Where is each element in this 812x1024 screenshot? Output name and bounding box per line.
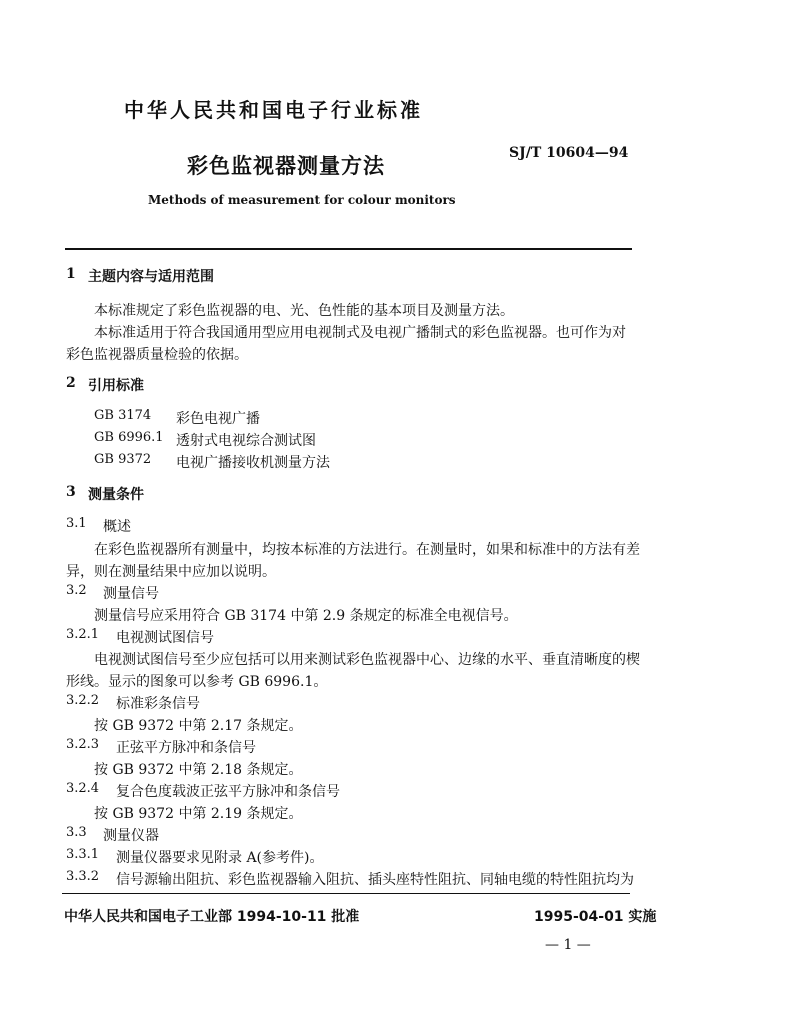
footer-divider [62,893,630,894]
issuing-agency: 中华人民共和国电子行业标准 [124,98,423,122]
reference-code: GB 9372 [94,452,152,467]
section-number: 3 [66,484,76,500]
paragraph-line: 在彩色监视器所有测量中，均按本标准的方法进行。在测量时，如果和标准中的方法有差 [94,542,640,558]
subsection-number: 3.2 [66,583,87,598]
reference-code: GB 3174 [94,408,152,423]
paragraph-line: 异，则在测量结果中应加以说明。 [66,564,276,580]
subsection-title: 正弦平方脉冲和条信号 [116,740,256,756]
header-divider [65,248,632,250]
subsection-title: 标准彩条信号 [116,696,200,712]
subsection-title: 概述 [103,519,131,535]
section-number: 2 [66,375,76,391]
subsection-number: 3.2.4 [66,781,100,796]
reference-name: 透射式电视综合测试图 [176,433,316,449]
paragraph-line: 彩色监视器质量检验的依据。 [66,347,248,363]
approval-line: 中华人民共和国电子工业部 1994-10-11 批准 [64,909,360,925]
paragraph-line: 本标准适用于符合我国通用型应用电视制式及电视广播制式的彩色监视器。也可作为对 [94,325,626,341]
subsection-number: 3.2.1 [66,627,100,642]
document-title-cn: 彩色监视器测量方法 [187,154,385,178]
paragraph: 本标准规定了彩色监视器的电、光、色性能的基本项目及测量方法。 [94,303,514,319]
document-title-en: Methods of measurement for colour monitors [148,193,456,207]
subsection-title: 信号源输出阻抗、彩色监视器输入阻抗、插头座特性阻抗、同轴电缆的特性阻抗均为 [116,872,634,888]
reference-name: 彩色电视广播 [176,411,260,427]
standard-code: SJ/T 10604—94 [509,145,629,161]
section-heading: 主题内容与适用范围 [88,269,214,285]
paragraph-line: 按 GB 9372 中第 2.18 条规定。 [94,762,303,778]
subsection-number: 3.3 [66,825,87,840]
section-number: 1 [66,266,76,282]
paragraph-line: 测量信号应采用符合 GB 3174 中第 2.9 条规定的标准全电视信号。 [94,608,518,624]
subsection-title: 测量仪器要求见附录 A(参考件)。 [116,850,324,866]
subsection-number: 3.2.2 [66,693,100,708]
paragraph-line: 按 GB 9372 中第 2.17 条规定。 [94,718,303,734]
section-heading: 引用标准 [88,378,144,394]
section-heading: 测量条件 [88,487,144,503]
implementation-date: 1995-04-01 实施 [534,909,657,925]
subsection-number: 3.3.2 [66,869,100,884]
subsection-number: 3.1 [66,516,87,531]
paragraph-line: 电视测试图信号至少应包括可以用来测试彩色监视器中心、边缘的水平、垂直清晰度的楔 [94,652,640,668]
subsection-title: 复合色度载波正弦平方脉冲和条信号 [116,784,340,800]
subsection-title: 测量信号 [103,586,159,602]
paragraph-line: 按 GB 9372 中第 2.19 条规定。 [94,806,303,822]
paragraph-line: 形线。显示的图象可以参考 GB 6996.1。 [66,674,328,690]
reference-name: 电视广播接收机测量方法 [176,455,330,471]
page-number: — 1 — [545,937,591,953]
reference-code: GB 6996.1 [94,430,164,445]
subsection-title: 电视测试图信号 [116,630,214,646]
subsection-title: 测量仪器 [103,828,159,844]
subsection-number: 3.3.1 [66,847,100,862]
subsection-number: 3.2.3 [66,737,100,752]
